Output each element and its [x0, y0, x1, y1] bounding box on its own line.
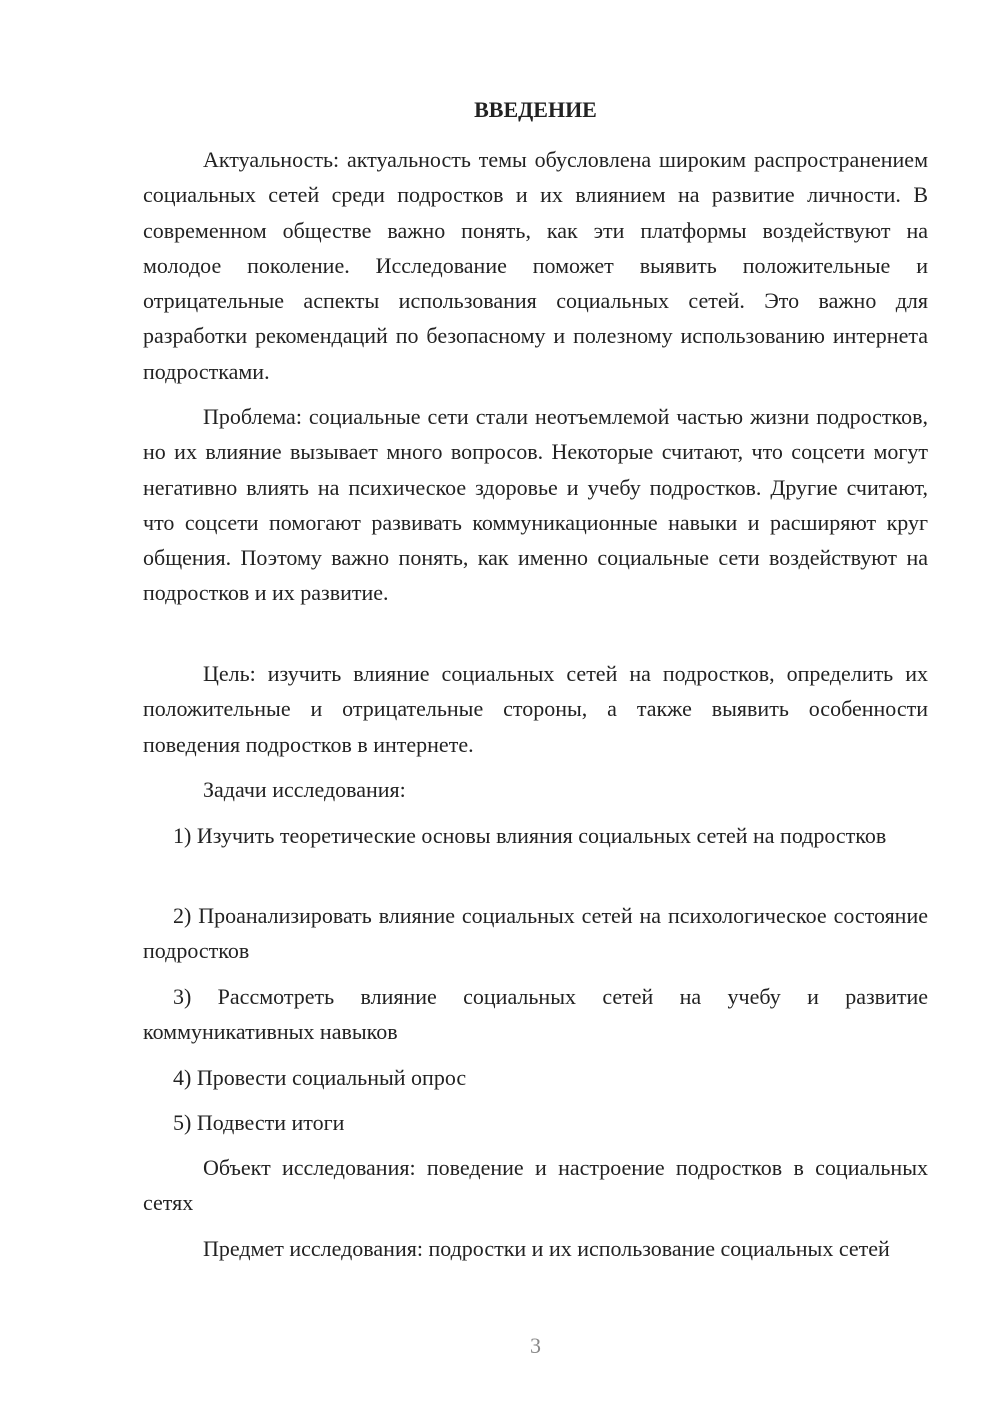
- goal-paragraph: Цель: изучить влияние социальных сетей на подростков, определить их положительные и отрицательные стороны, а также выявить особенности поведения подростков в интернете.: [143, 661, 928, 757]
- relevance-paragraph: Актуальность: актуальность темы обусловлена широким распространением социальных сетей среди подростков и их влиянием на развитие личности. В современном обществе важно понять, как эти платформы воздействуют на молодое поколение. Исследование поможет выявить положительные и отрицательные аспекты использования социальных сетей. Это важно для разработки рекомендаций по безопасному и полезному использованию интернета подростками.: [143, 147, 928, 384]
- object-paragraph: Объект исследования: поведение и настроение подростков в социальных сетях: [143, 1155, 928, 1216]
- page-title: ВВЕДЕНИЕ: [474, 97, 597, 122]
- task-item-2: 2) Проанализировать влияние социальных сетей на психологическое состояние подростков: [143, 903, 928, 964]
- task-item-5: 5) Подвести итоги: [173, 1110, 345, 1135]
- tasks-heading: Задачи исследования:: [203, 777, 406, 802]
- subject-paragraph: Предмет исследования: подростки и их использование социальных сетей: [203, 1236, 890, 1261]
- task-item-1: 1) Изучить теоретические основы влияния социальных сетей на подростков: [173, 823, 887, 848]
- task-item-3: 3) Рассмотреть влияние социальных сетей на учебу и развитие коммуникативных навыков: [143, 984, 928, 1045]
- problem-paragraph: Проблема: социальные сети стали неотъемлемой частью жизни подростков, но их влияние вызывает много вопросов. Некоторые считают, что соцсети могут негативно влиять на психическое здоровье и учебу подростков. Другие считают, что соцсети помогают развивать коммуникационные навыки и расширяют круг общения. Поэтому важно понять, как именно социальные сети воздействуют на подростков и их развитие.: [143, 404, 928, 606]
- task-item-4: 4) Провести социальный опрос: [173, 1065, 467, 1090]
- page-number: 3: [530, 1333, 541, 1358]
